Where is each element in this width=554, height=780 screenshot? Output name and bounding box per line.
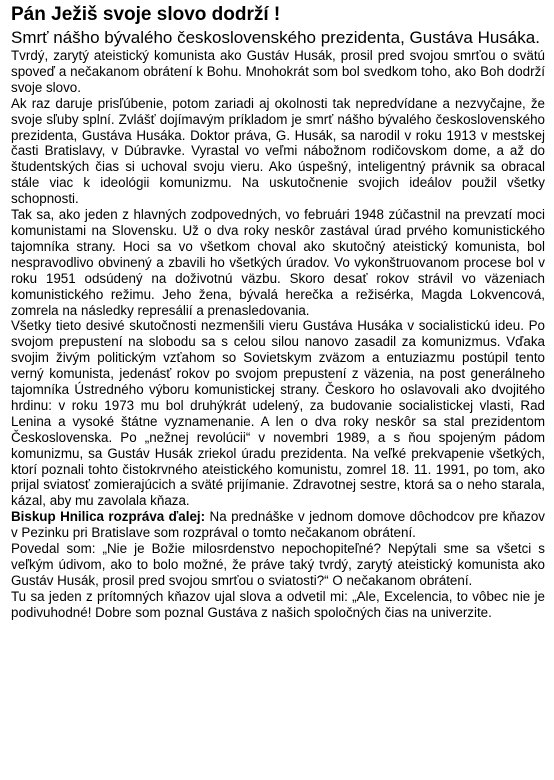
document-page	[11, 3, 545, 621]
paragraph-intro	[11, 48, 545, 96]
paragraph-text: Tu sa jeden z prítomných kňazov ujal slova a odvetil mi: „Ale, Excelencia, to vôbec nie je podivuhodné! Dobre som poznal Gustáva z našich spoločných čias na univerzite.	[11, 588, 545, 620]
paragraph-text: Tak sa, ako jeden z hlavných zodpovedných, vo februári 1948 zúčastnil na prevzatí moci komunistami na Slovensku. Už o dva roky neskôr zastával úrad prvého komunistického tajomníka strany. Hoci sa vo všetkom choval ako skutočný ateistický komunista, bol nespravodlivo obvinený a zbavili ho všetkých úradov. Vo vykonštruovanom procese bol v roku 1951 odsúdený na doživotnú väzbu. Skoro desať rokov strávil vo väzeniach komunistického režimu. Jeho žena, bývalá herečka a režisérka, Magda Lokvencová, zomrela na následky represálií a prenasledovania.	[11, 207, 545, 318]
paragraph-career	[11, 207, 545, 318]
paragraph-text: Ak raz daruje prisľúbenie, potom zariadi aj okolnosti tak nepredvídane a nezvyčajne, že svoje sľuby splní. Zvlášť dojímavým príkladom je smrť nášho bývalého československého prezidenta, Gustáva Husáka. Doktor práva, G. Husák, sa narodil v roku 1913 v mestskej časti Bratislavy, v Dúbravke. Vyrastal vo veľmi nábožnom rodičovskom dome, a až do študentských čias si uchoval svoju vieru. Ako úspešný, inteligentný právnik sa obracal stále viac k ideológii komunizmu. Na uskutočnenie svojich ideálov použil všetky schopnosti.	[11, 95, 545, 207]
paragraph-bishop	[11, 509, 545, 541]
paragraph-text: Povedal som: „Nie je Božie milosrdenstvo nepochopiteľné? Nepýtali sme sa všetci s veľkým údivom, ako to bolo možné, že práve taký tvrdý, zarytý ateistický komunista ako Gustáv Husák, prosil pred svojou smrťou o sviatosti?“ O nečakanom obrátení.	[11, 541, 545, 588]
paragraph-presidency	[11, 318, 545, 509]
paragraph-priest	[11, 589, 545, 621]
document-subtitle: Smrť nášho bývalého československého prezidenta, Gustáva Husáka.	[11, 28, 540, 47]
paragraph-promise	[11, 96, 545, 207]
paragraph-quote	[11, 541, 545, 589]
paragraph-lead: Biskup Hnilica rozpráva ďalej:	[11, 509, 206, 525]
paragraph-text: Všetky tieto desivé skutočnosti nezmenšili vieru Gustáva Husáka v socialistickú ideu. Po svojom prepustení na slobodu sa s celou silou nanovo zasadil za komunizmus. Vďaka svojim živým politickým vzťahom so Sovietskym zväzom a entuziazmu postúpil tento verný komunista, jedenásť rokov po svojom prepustení z väzenia, na post generálneho tajomníka Ústredného výboru komunistickej strany. Českoro ho oslavovali ako dvojitého hrdinu: v roku 1973 mu bol druhýkrát udelený, za budovanie socialistickej vlasti, Rad Lenina a vysoké štátne vyznamenanie. A len o dva roky neskôr sa stal prezidentom Československa. Po „nežnej revolúcii“ v novembri 1989, a s ňou spojeným pádom komunizmu, sa Gustáv Husák zriekol úradu prezidenta. Na veľké prekvapenie všetkých, ktorí poznali tohto čistokrvného ateistického komunistu, zomrel 18. 11. 1991, po tom, ako prijal sviatosť zomierajúcich a sväté prijímanie. Zdravotnej sestre, ktorá sa o neho starala, kázal, aby mu zavolala kňaza.	[11, 318, 545, 509]
paragraph-text: Tvrdý, zarytý ateistický komunista ako Gustáv Husák, prosil pred svojou smrťou o svätú spoveď a nečakanom obrátení k Bohu. Mnohokrát som bol svedkom toho, ako Boh dodrží svoje slovo.	[11, 48, 545, 95]
paragraph-text: Na prednáške v jednom domove dôchodcov pre kňazov v Pezinku pri Bratislave som rozprával o tomto nečakanom obrátení.	[11, 509, 546, 541]
document-title: Pán Ježiš svoje slovo dodrží !	[11, 4, 281, 25]
